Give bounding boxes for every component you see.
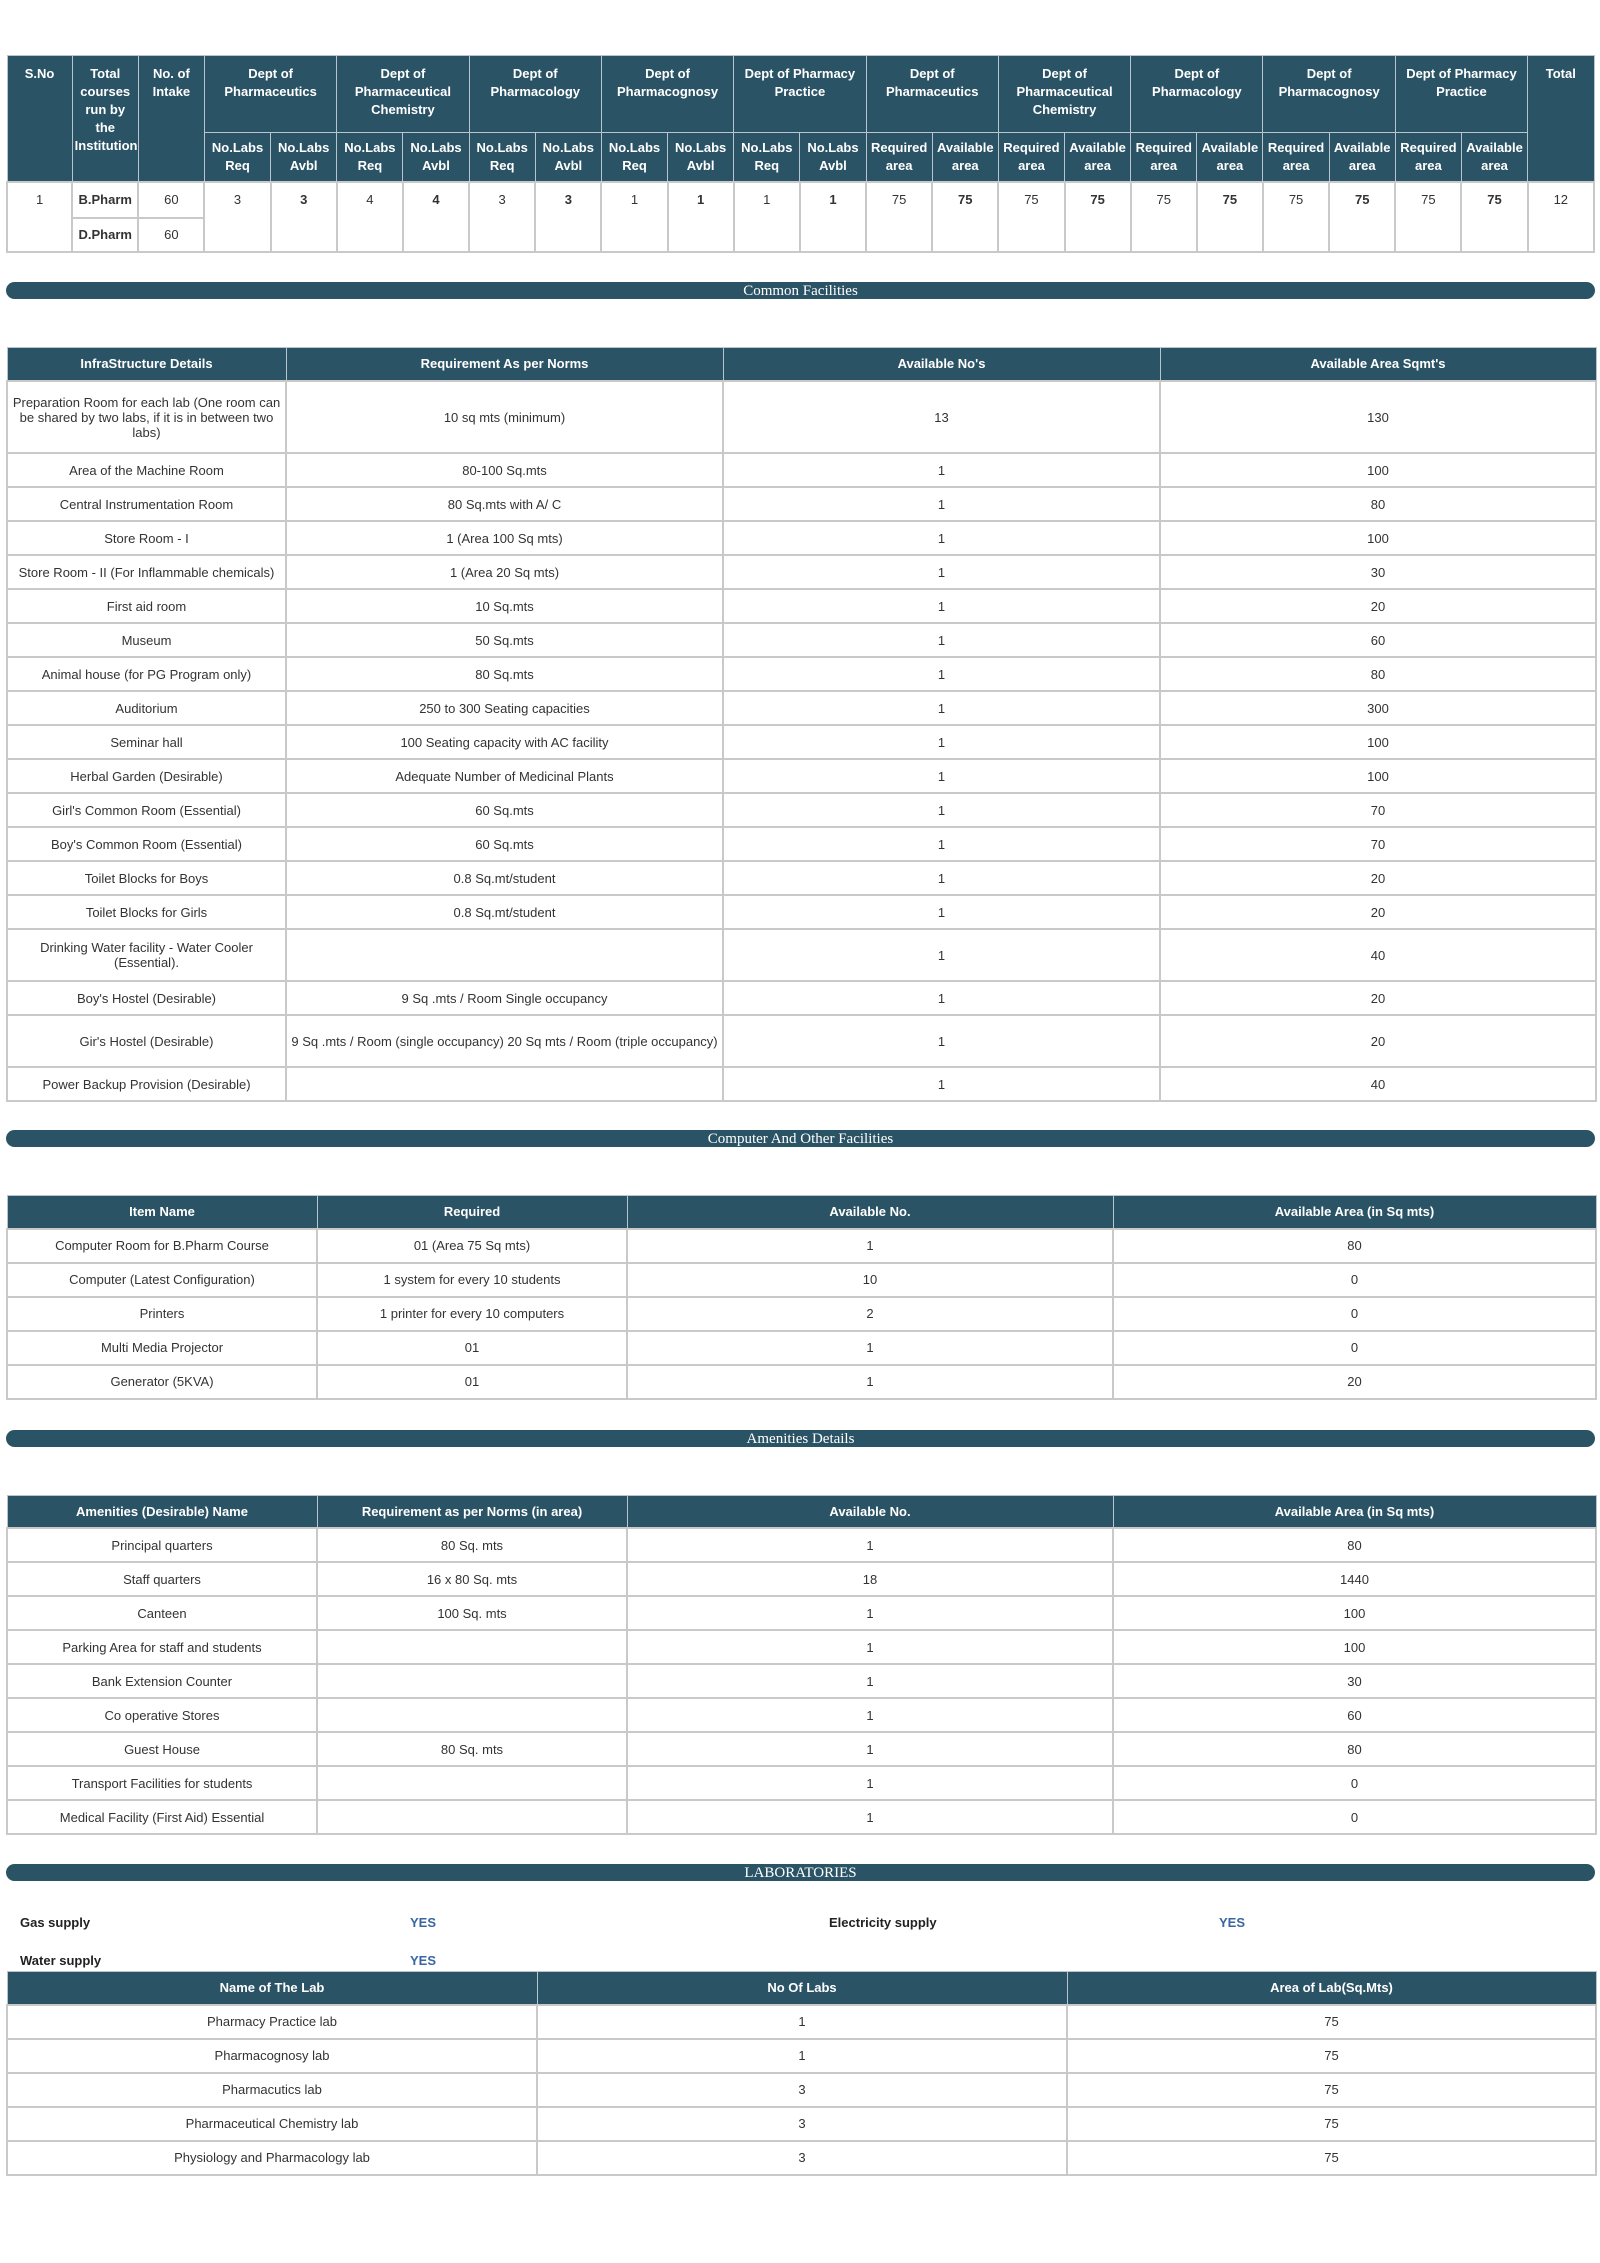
labs-cell: 75: [1067, 2107, 1596, 2141]
labs-column-header: Name of The Lab: [7, 1972, 537, 2005]
computer-cell: 1: [627, 1229, 1113, 1263]
computer-row: [7, 1331, 1596, 1365]
course-cell: B.Pharm: [72, 182, 138, 218]
common-cell: 1: [723, 725, 1160, 759]
required-area-header: Required area: [1263, 133, 1329, 182]
common-cell: 130: [1160, 381, 1596, 453]
common-cell: 1: [723, 487, 1160, 521]
common-cell: 70: [1160, 793, 1596, 827]
common-cell: Toilet Blocks for Girls: [7, 895, 286, 929]
amenities-column-header: Amenities (Desirable) Name: [7, 1495, 317, 1528]
labs-cell: 3: [537, 2107, 1067, 2141]
labs-cell: Pharmacy Practice lab: [7, 2005, 537, 2039]
computer-cell: 0: [1113, 1331, 1596, 1365]
dept-value-cell: 3: [469, 182, 535, 252]
common-row: [7, 521, 1596, 555]
required-area-header: Required area: [998, 133, 1064, 182]
common-column-header: Requirement As per Norms: [286, 347, 723, 381]
amenities-cell: 0: [1113, 1766, 1596, 1800]
dept-group-header: Dept of Pharmacology: [1131, 56, 1263, 133]
amenities-cell: 18: [627, 1562, 1113, 1596]
dept-group-header: Dept of Pharmacognosy: [1263, 56, 1395, 133]
labs-avbl-header: No.Labs Avbl: [668, 133, 734, 182]
computer-cell: 0: [1113, 1263, 1596, 1297]
computer-header-row: [7, 1196, 1596, 1229]
amenities-row: [7, 1528, 1596, 1562]
amenities-cell: 80: [1113, 1528, 1596, 1562]
common-cell: Store Room - II (For Inflammable chemicals): [7, 555, 286, 589]
common-cell: 1: [723, 453, 1160, 487]
common-row: [7, 759, 1596, 793]
common-cell: 250 to 300 Seating capacities: [286, 691, 723, 725]
dept-value-cell: 1: [601, 182, 667, 252]
amenities-cell: Guest House: [7, 1732, 317, 1766]
common-cell: Area of the Machine Room: [7, 453, 286, 487]
intake-cell: 60: [138, 182, 204, 218]
computer-cell: 01: [317, 1365, 627, 1399]
courses-header: Total courses run by the Institution: [72, 56, 138, 182]
common-row: [7, 691, 1596, 725]
dept-value-cell: 3: [271, 182, 337, 252]
common-cell: 13: [723, 381, 1160, 453]
sno-cell: 1: [7, 182, 72, 252]
amenities-cell: [317, 1630, 627, 1664]
amenities-cell: 1: [627, 1800, 1113, 1834]
labs-cell: 3: [537, 2073, 1067, 2107]
labs-row: [7, 2141, 1596, 2175]
intake-header: No. of Intake: [138, 56, 204, 182]
labs-avbl-header: No.Labs Avbl: [403, 133, 469, 182]
computer-cell: Generator (5KVA): [7, 1365, 317, 1399]
common-cell: Boy's Hostel (Desirable): [7, 981, 286, 1015]
computer-cell: 10: [627, 1263, 1113, 1297]
computer-column-header: Item Name: [7, 1196, 317, 1229]
common-cell: First aid room: [7, 589, 286, 623]
dept-value-cell: 4: [403, 182, 469, 252]
common-header-row: [7, 347, 1596, 381]
common-row: [7, 981, 1596, 1015]
dept-group-header: Dept of Pharmacognosy: [601, 56, 733, 133]
dept-group-header: Dept of Pharmaceutical Chemistry: [998, 56, 1130, 133]
common-row: [7, 725, 1596, 759]
amenities-row: [7, 1596, 1596, 1630]
common-cell: 1: [723, 861, 1160, 895]
common-cell: 10 sq mts (minimum): [286, 381, 723, 453]
labs-column-header: No Of Labs: [537, 1972, 1067, 2005]
dept-group-header: Dept of Pharmacy Practice: [734, 56, 866, 133]
computer-row: [7, 1229, 1596, 1263]
common-row: [7, 929, 1596, 981]
labs-row: [7, 2107, 1596, 2141]
common-cell: 9 Sq .mts / Room Single occupancy: [286, 981, 723, 1015]
common-cell: 60 Sq.mts: [286, 827, 723, 861]
common-cell: 100: [1160, 453, 1596, 487]
amenities-cell: 80 Sq. mts: [317, 1732, 627, 1766]
computer-cell: Computer Room for B.Pharm Course: [7, 1229, 317, 1263]
computer-row: [7, 1365, 1596, 1399]
sno-header: S.No: [7, 56, 72, 182]
course-cell: D.Pharm: [72, 218, 138, 252]
common-row: [7, 793, 1596, 827]
common-row: [7, 1015, 1596, 1067]
amenities-cell: 60: [1113, 1698, 1596, 1732]
dept-value-cell: 75: [932, 182, 998, 252]
common-row: [7, 381, 1596, 453]
amenities-cell: 1: [627, 1698, 1113, 1732]
common-row: [7, 589, 1596, 623]
dept-group-header: Dept of Pharmaceutics: [204, 56, 336, 133]
water-supply-value: YES: [410, 1953, 437, 1968]
common-cell: 30: [1160, 555, 1596, 589]
common-cell: Store Room - I: [7, 521, 286, 555]
amenities-row: [7, 1698, 1596, 1732]
common-cell: 1: [723, 929, 1160, 981]
department-table: [6, 55, 1595, 253]
common-cell: 1: [723, 895, 1160, 929]
dept-value-cell: 75: [1263, 182, 1329, 252]
available-area-header: Available area: [1461, 133, 1527, 182]
computer-cell: 01: [317, 1331, 627, 1365]
common-cell: Auditorium: [7, 691, 286, 725]
labs-avbl-header: No.Labs Avbl: [535, 133, 601, 182]
labs-cell: Pharmacognosy lab: [7, 2039, 537, 2073]
dept-group-header: Dept of Pharmacy Practice: [1395, 56, 1527, 133]
computer-column-header: Available No.: [627, 1196, 1113, 1229]
common-cell: 20: [1160, 981, 1596, 1015]
labs-cell: 1: [537, 2039, 1067, 2073]
common-cell: Preparation Room for each lab (One room can be shared by two labs, if it is in between two labs): [7, 381, 286, 453]
common-row: [7, 827, 1596, 861]
amenities-cell: Parking Area for staff and students: [7, 1630, 317, 1664]
common-cell: 1: [723, 1067, 1160, 1101]
electricity-supply-label: Electricity supply: [829, 1915, 937, 1930]
amenities-row: [7, 1766, 1596, 1800]
common-row: [7, 1067, 1596, 1101]
computer-cell: 1 system for every 10 students: [317, 1263, 627, 1297]
computer-section-title: Computer And Other Facilities: [6, 1130, 1595, 1147]
computer-cell: 1: [627, 1365, 1113, 1399]
common-cell: 80 Sq.mts with A/ C: [286, 487, 723, 521]
common-row: [7, 453, 1596, 487]
gas-supply-label: Gas supply: [20, 1915, 91, 1930]
amenities-cell: 1440: [1113, 1562, 1596, 1596]
amenities-cell: 1: [627, 1664, 1113, 1698]
dept-value-cell: 75: [1329, 182, 1395, 252]
dept-value-cell: 75: [1197, 182, 1263, 252]
amenities-row: [7, 1732, 1596, 1766]
labs-cell: 3: [537, 2141, 1067, 2175]
dept-value-cell: 75: [1065, 182, 1131, 252]
common-cell: Toilet Blocks for Boys: [7, 861, 286, 895]
amenities-cell: Canteen: [7, 1596, 317, 1630]
common-cell: 100: [1160, 725, 1596, 759]
computer-cell: Computer (Latest Configuration): [7, 1263, 317, 1297]
common-cell: 70: [1160, 827, 1596, 861]
computer-cell: 1: [627, 1331, 1113, 1365]
amenities-column-header: Available Area (in Sq mts): [1113, 1495, 1596, 1528]
common-cell: Adequate Number of Medicinal Plants: [286, 759, 723, 793]
common-row: [7, 487, 1596, 521]
total-header: Total: [1528, 56, 1594, 182]
common-row: [7, 555, 1596, 589]
labs-row: [7, 2039, 1596, 2073]
common-cell: 80: [1160, 487, 1596, 521]
common-cell: 1: [723, 657, 1160, 691]
dept-value-cell: 75: [1461, 182, 1527, 252]
labs-cell: Pharmaceutical Chemistry lab: [7, 2107, 537, 2141]
common-row: [7, 895, 1596, 929]
common-table: [6, 347, 1597, 1103]
common-cell: Museum: [7, 623, 286, 657]
dept-value-cell: 1: [734, 182, 800, 252]
amenities-cell: 1: [627, 1732, 1113, 1766]
common-cell: 1: [723, 1015, 1160, 1067]
common-cell: 60 Sq.mts: [286, 793, 723, 827]
required-area-header: Required area: [1395, 133, 1461, 182]
amenities-cell: [317, 1766, 627, 1800]
labs-cell: 75: [1067, 2073, 1596, 2107]
common-cell: 50 Sq.mts: [286, 623, 723, 657]
computer-cell: Multi Media Projector: [7, 1331, 317, 1365]
computer-cell: Printers: [7, 1297, 317, 1331]
labs-column-header: Area of Lab(Sq.Mts): [1067, 1972, 1596, 2005]
common-cell: 9 Sq .mts / Room (single occupancy) 20 Sq mts / Room (triple occupancy): [286, 1015, 723, 1067]
computer-cell: 2: [627, 1297, 1113, 1331]
dept-group-header: Dept of Pharmaceutical Chemistry: [337, 56, 469, 133]
labs-table: [6, 1971, 1597, 2176]
labs-cell: Physiology and Pharmacology lab: [7, 2141, 537, 2175]
common-cell: [286, 1067, 723, 1101]
amenities-cell: 100 Sq. mts: [317, 1596, 627, 1630]
common-cell: 20: [1160, 895, 1596, 929]
common-cell: 1 (Area 100 Sq mts): [286, 521, 723, 555]
common-row: [7, 657, 1596, 691]
common-column-header: InfraStructure Details: [7, 347, 286, 381]
common-cell: Girl's Common Room (Essential): [7, 793, 286, 827]
amenities-cell: Staff quarters: [7, 1562, 317, 1596]
amenities-row: [7, 1630, 1596, 1664]
common-cell: 1 (Area 20 Sq mts): [286, 555, 723, 589]
dept-value-cell: 3: [535, 182, 601, 252]
dept-value-cell: 75: [1395, 182, 1461, 252]
common-cell: 20: [1160, 589, 1596, 623]
amenities-cell: 1: [627, 1528, 1113, 1562]
labs-cell: 75: [1067, 2039, 1596, 2073]
common-cell: Herbal Garden (Desirable): [7, 759, 286, 793]
dept-group-header: Dept of Pharmaceutics: [866, 56, 998, 133]
labs-cell: 75: [1067, 2141, 1596, 2175]
computer-cell: 1 printer for every 10 computers: [317, 1297, 627, 1331]
common-cell: 80: [1160, 657, 1596, 691]
available-area-header: Available area: [932, 133, 998, 182]
amenities-cell: Transport Facilities for students: [7, 1766, 317, 1800]
computer-row: [7, 1297, 1596, 1331]
common-cell: 100 Seating capacity with AC facility: [286, 725, 723, 759]
computer-table: [6, 1195, 1597, 1400]
gas-supply-value: YES: [410, 1915, 437, 1930]
dept-value-cell: 3: [204, 182, 270, 252]
amenities-cell: Bank Extension Counter: [7, 1664, 317, 1698]
common-column-header: Available No's: [723, 347, 1160, 381]
common-cell: 60: [1160, 623, 1596, 657]
amenities-section-title: Amenities Details: [6, 1430, 1595, 1447]
common-cell: [286, 929, 723, 981]
dept-group-header: Dept of Pharmacology: [469, 56, 601, 133]
required-area-header: Required area: [1131, 133, 1197, 182]
common-cell: 80-100 Sq.mts: [286, 453, 723, 487]
amenities-cell: Co operative Stores: [7, 1698, 317, 1732]
common-cell: 1: [723, 827, 1160, 861]
amenities-cell: [317, 1800, 627, 1834]
computer-column-header: Available Area (in Sq mts): [1113, 1196, 1596, 1229]
dept-value-cell: 1: [668, 182, 734, 252]
labs-req-header: No.Labs Req: [469, 133, 535, 182]
amenities-cell: 100: [1113, 1630, 1596, 1664]
computer-row: [7, 1263, 1596, 1297]
common-cell: 0.8 Sq.mt/student: [286, 895, 723, 929]
common-cell: Animal house (for PG Program only): [7, 657, 286, 691]
common-cell: Power Backup Provision (Desirable): [7, 1067, 286, 1101]
amenities-cell: Principal quarters: [7, 1528, 317, 1562]
available-area-header: Available area: [1197, 133, 1263, 182]
common-cell: 1: [723, 555, 1160, 589]
amenities-cell: 80: [1113, 1732, 1596, 1766]
computer-column-header: Required: [317, 1196, 627, 1229]
common-cell: 1: [723, 521, 1160, 555]
electricity-supply-value: YES: [1219, 1915, 1246, 1930]
labs-req-header: No.Labs Req: [204, 133, 270, 182]
supply-info: [6, 1889, 1595, 1968]
labs-header-row: [7, 1972, 1596, 2005]
common-cell: 1: [723, 691, 1160, 725]
amenities-cell: 80 Sq. mts: [317, 1528, 627, 1562]
computer-cell: 01 (Area 75 Sq mts): [317, 1229, 627, 1263]
dept-data-row: [7, 182, 1594, 218]
intake-cell: 60: [138, 218, 204, 252]
amenities-cell: 1: [627, 1630, 1113, 1664]
amenities-column-header: Available No.: [627, 1495, 1113, 1528]
common-cell: 300: [1160, 691, 1596, 725]
labs-avbl-header: No.Labs Avbl: [800, 133, 866, 182]
common-column-header: Available Area Sqmt's: [1160, 347, 1596, 381]
common-cell: 40: [1160, 929, 1596, 981]
common-row: [7, 623, 1596, 657]
amenities-cell: 30: [1113, 1664, 1596, 1698]
common-cell: 80 Sq.mts: [286, 657, 723, 691]
amenities-header-row: [7, 1495, 1596, 1528]
amenities-cell: 0: [1113, 1800, 1596, 1834]
labs-req-header: No.Labs Req: [734, 133, 800, 182]
labs-cell: 75: [1067, 2005, 1596, 2039]
common-cell: 1: [723, 981, 1160, 1015]
labs-req-header: No.Labs Req: [601, 133, 667, 182]
available-area-header: Available area: [1065, 133, 1131, 182]
amenities-table: [6, 1495, 1597, 1836]
amenities-cell: 1: [627, 1766, 1113, 1800]
dept-value-cell: 75: [866, 182, 932, 252]
labs-cell: 1: [537, 2005, 1067, 2039]
amenities-cell: 1: [627, 1596, 1113, 1630]
common-cell: 1: [723, 759, 1160, 793]
labs-row: [7, 2073, 1596, 2107]
common-cell: Drinking Water facility - Water Cooler (Essential).: [7, 929, 286, 981]
common-cell: Seminar hall: [7, 725, 286, 759]
available-area-header: Available area: [1329, 133, 1395, 182]
dept-value-cell: 75: [1131, 182, 1197, 252]
common-row: [7, 861, 1596, 895]
common-cell: 1: [723, 589, 1160, 623]
common-cell: Central Instrumentation Room: [7, 487, 286, 521]
labs-cell: Pharmacutics lab: [7, 2073, 537, 2107]
common-cell: 20: [1160, 1015, 1596, 1067]
labs-avbl-header: No.Labs Avbl: [271, 133, 337, 182]
common-cell: 100: [1160, 759, 1596, 793]
amenities-row: [7, 1800, 1596, 1834]
common-cell: Boy's Common Room (Essential): [7, 827, 286, 861]
amenities-cell: [317, 1698, 627, 1732]
common-section-title: Common Facilities: [6, 282, 1595, 299]
common-cell: 10 Sq.mts: [286, 589, 723, 623]
dept-header-row-2: [7, 133, 1594, 182]
labs-section-title: LABORATORIES: [6, 1864, 1595, 1881]
common-cell: 40: [1160, 1067, 1596, 1101]
dept-header-row-1: [7, 56, 1594, 133]
amenities-row: [7, 1664, 1596, 1698]
computer-cell: 80: [1113, 1229, 1596, 1263]
document-root: [6, 55, 1595, 2176]
amenities-row: [7, 1562, 1596, 1596]
required-area-header: Required area: [866, 133, 932, 182]
water-supply-label: Water supply: [20, 1953, 102, 1968]
common-cell: 1: [723, 623, 1160, 657]
dept-value-cell: 1: [800, 182, 866, 252]
common-cell: 0.8 Sq.mt/student: [286, 861, 723, 895]
common-cell: 100: [1160, 521, 1596, 555]
amenities-cell: 16 x 80 Sq. mts: [317, 1562, 627, 1596]
total-cell: 12: [1528, 182, 1594, 252]
dept-value-cell: 75: [998, 182, 1064, 252]
amenities-column-header: Requirement as per Norms (in area): [317, 1495, 627, 1528]
common-cell: 20: [1160, 861, 1596, 895]
common-cell: 1: [723, 793, 1160, 827]
labs-req-header: No.Labs Req: [337, 133, 403, 182]
labs-row: [7, 2005, 1596, 2039]
amenities-cell: Medical Facility (First Aid) Essential: [7, 1800, 317, 1834]
computer-cell: 20: [1113, 1365, 1596, 1399]
amenities-cell: [317, 1664, 627, 1698]
computer-cell: 0: [1113, 1297, 1596, 1331]
common-cell: Gir's Hostel (Desirable): [7, 1015, 286, 1067]
dept-value-cell: 4: [337, 182, 403, 252]
amenities-cell: 100: [1113, 1596, 1596, 1630]
